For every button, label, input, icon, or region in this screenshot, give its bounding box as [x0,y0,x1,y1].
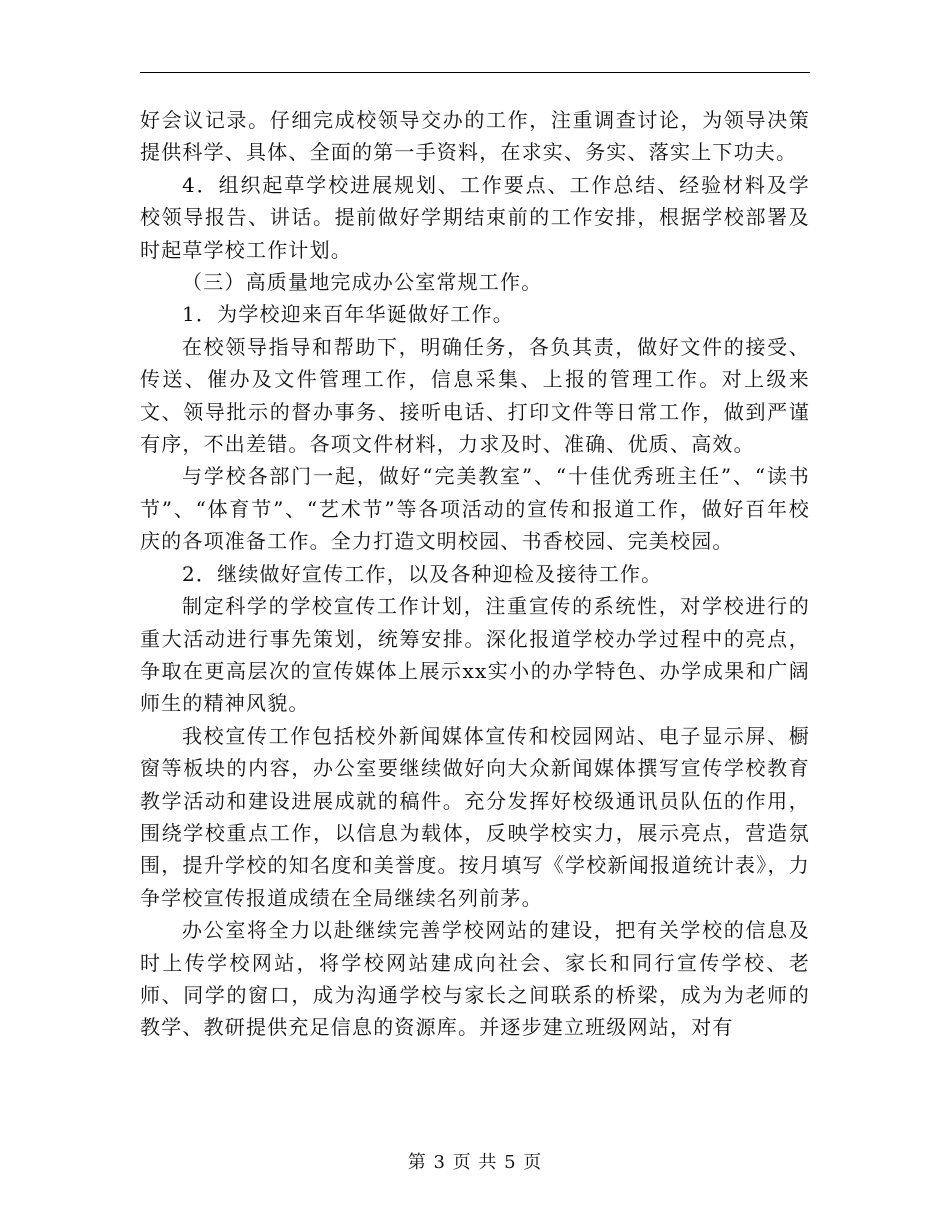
footer-middle: 页 共 [452,1152,498,1173]
paragraph: 4．组织起草学校进展规划、工作要点、工作总结、经验材料及学校领导报告、讲话。提前做好学期结束前的工作安排，根据学校部署及时起草学校工作计划。 [140,172,810,262]
footer-prefix: 第 [407,1152,427,1173]
header-rule [140,72,810,73]
subsection-heading: 2．继续做好宣传工作，以及各种迎检及接待工作。 [182,561,663,586]
paragraph: 办公室将全力以赴继续完善学校网站的建设，把有关学校的信息及时上传学校网站，将学校网站建成向社会、家长和同行宣传学校、老师、同学的窗口，成为沟通学校与家长之间联系的桥梁，成为为老师的教学、教研提供充足信息的资源库。并逐步建立班级网站，对有 [140,918,810,1040]
paragraph: 与学校各部门一起，做好“完美教室”、“十佳优秀班主任”、“读书节”、“体育节”、“艺术节”等各项活动的宣传和报道工作，做好百年校庆的各项准备工作。全力打造文明校园、书香校园、完美校园。 [140,464,810,554]
section-heading: （三）高质量地完成办公室常规工作。 [182,270,543,295]
paragraph: 我校宣传工作包括校外新闻媒体宣传和校园网站、电子显示屏、橱窗等板块的内容，办公室要继续做好向大众新闻媒体撰写宣传学校教育教学活动和建设进展成就的稿件。充分发挥好校级通讯员队伍的作用，围绕学校重点工作，以信息为载体，反映学校实力，展示亮点，营造氛围，提升学校的知名度和美誉度。按月填写《学校新闻报道统计表》，力争学校宣传报道成绩在全局继续名列前茅。 [140,723,810,910]
page-footer [0,1148,950,1174]
paragraph: 在校领导指导和帮助下，明确任务，各负其责，做好文件的接受、传送、催办及文件管理工作，信息采集、上报的管理工作。对上级来文、领导批示的督办事务、接听电话、打印文件等日常工作，做到严谨有序，不出差错。各项文件材料，力求及时、准确、优质、高效。 [140,334,810,457]
paragraph: 制定科学的学校宣传工作计划，注重宣传的系统性，对学校进行的重大活动进行事先策划，统筹安排。深化报道学校办学过程中的亮点，争取在更高层次的宣传媒体上展示xx实小的办学特色、办学成果和广阔师生的精神风貌。 [140,594,810,716]
footer-current-page: 3 [433,1152,446,1173]
subsection-heading: 1．为学校迎来百年华诞做好工作。 [182,302,514,327]
footer-suffix: 页 [523,1152,543,1173]
footer-total-pages: 5 [504,1152,517,1173]
document-body [140,104,810,1044]
paragraph: 好会议记录。仔细完成校领导交办的工作，注重调查讨论，为领导决策提供科学、具体、全面的第一手资料，在求实、务实、落实上下功夫。 [140,108,810,165]
